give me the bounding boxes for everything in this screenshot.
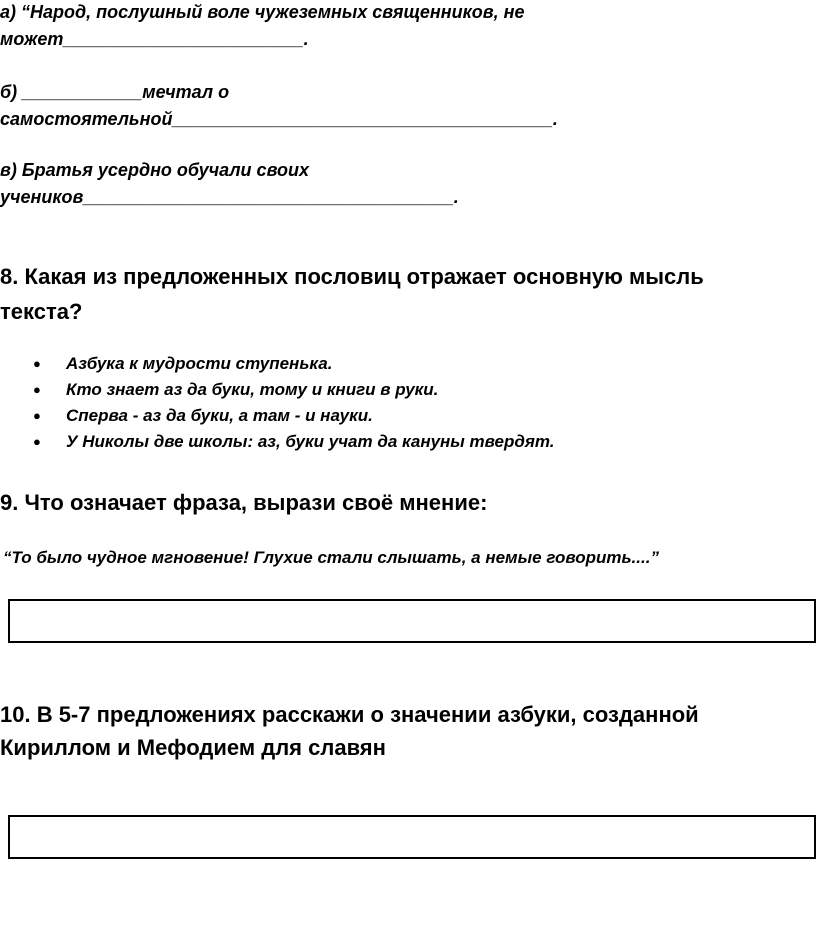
task7-c-line1: в) Братья усердно обучали своих — [0, 160, 309, 180]
list-item — [33, 403, 554, 429]
bullet-icon: ● — [33, 356, 41, 371]
task7-c-line2: учеников_____________________________________. — [0, 187, 459, 207]
question-10-title-line2: Кириллом и Мефодием для славян — [0, 735, 386, 760]
list-item — [33, 351, 554, 377]
list-item — [33, 377, 554, 403]
proverb-option-2: Кто знает аз да буки, тому и книги в руки. — [66, 380, 439, 399]
question-10-title-line1: 10. В 5-7 предложениях расскажи о значении азбуки, созданной — [0, 702, 699, 727]
question-8-title-line2: текста? — [0, 299, 83, 324]
proverb-options-list — [33, 351, 554, 455]
answer-box-9[interactable] — [8, 599, 816, 643]
task7-a-line2: может________________________. — [0, 29, 309, 49]
bullet-icon: ● — [33, 434, 41, 449]
proverb-option-4: У Николы две школы: аз, буки учат да кануны твердят. — [66, 432, 555, 451]
bullet-icon: ● — [33, 382, 41, 397]
question-9-title: 9. Что означает фраза, вырази своё мнение: — [0, 490, 488, 515]
proverb-option-3: Сперва - аз да буки, а там - и науки. — [66, 406, 373, 425]
question-8-title-line1: 8. Какая из предложенных пословиц отражает основную мысль — [0, 264, 704, 289]
bullet-icon: ● — [33, 408, 41, 423]
task7-a-line1: а) “Народ, послушный воле чужеземных священников, не — [0, 2, 525, 22]
task7-b-line2: самостоятельной______________________________________. — [0, 109, 558, 129]
task7-b-line1: б) ____________мечтал о — [0, 82, 230, 102]
answer-box-10[interactable] — [8, 815, 816, 859]
proverb-option-1: Азбука к мудрости ступенька. — [66, 354, 333, 373]
question-9-quote: “То было чудное мгновение! Глухие стали слышать, а немые говорить....” — [3, 548, 659, 567]
list-item — [33, 429, 554, 455]
